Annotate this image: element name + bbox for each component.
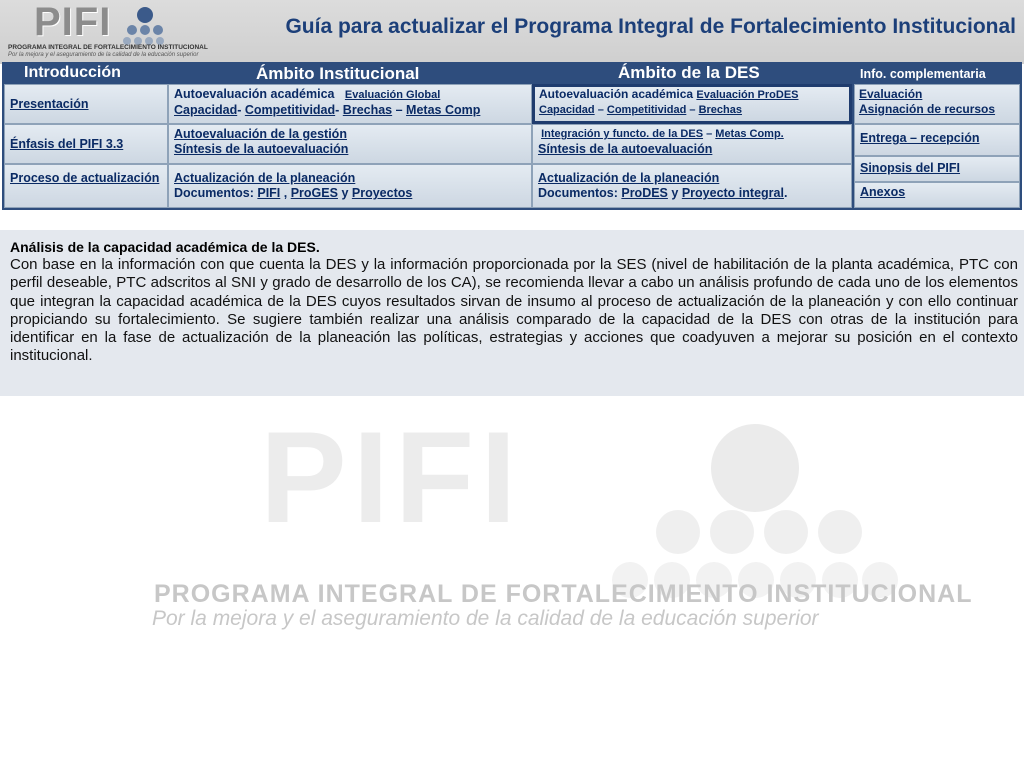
section-introduccion[interactable]: Introducción: [24, 64, 121, 81]
logo-name: PROGRAMA INTEGRAL DE FORTALECIMIENTO INSTITUCIONAL: [8, 44, 208, 51]
des-evaluacion-prodes-link[interactable]: Evaluación ProDES: [696, 89, 799, 101]
info-anexos-link[interactable]: Anexos: [860, 185, 906, 199]
des-metas-link[interactable]: Metas Comp.: [715, 128, 784, 140]
des-prodes-link[interactable]: ProDES: [621, 186, 668, 200]
info-evaluacion-link[interactable]: Evaluación: [859, 87, 923, 101]
inst-autoevaluacion-label: Autoevaluación académica: [174, 87, 335, 101]
logo-dots-icon: [122, 6, 168, 46]
des-competitividad-link[interactable]: Competitividad: [606, 104, 687, 116]
inst-proyectos-link[interactable]: Proyectos: [351, 186, 413, 200]
watermark-name: PROGRAMA INTEGRAL DE FORTALECIMIENTO INSTITUCIONAL: [154, 580, 973, 608]
content-body: Con base en la información con que cuenta la DES y la información proporcionada por la SES (nivel de habilitación de la planta académica, PTC con perfil deseable, PTC adscritos al SNI y grado de desarrollo de los CA), se recomienda llevar a cabo un análisis profundo de cada uno de los elementos que integran la capacidad académica de la DES cuyos resultados sirvan de insumo al proceso de actualización de la planeación y con ello continuar propiciando su fortalecimiento. Se sugiere también realizar una análisis comparado de la capacidad de la DES con otras de la institución para identificar en la fase de actualización de la planeación las políticas, estrategias y acciones que coadyuven a mejorar su posición en el contexto institucional.: [10, 256, 1018, 365]
nav-inst-autoevaluacion: Autoevaluación académica Evaluación Global Capacidad- Competitividad- Brechas – Metas Comp: [168, 84, 532, 124]
logo-mark: PIFI: [34, 0, 112, 44]
inst-proges-link[interactable]: ProGES: [290, 186, 338, 200]
des-y-label: y: [671, 186, 679, 200]
des-autoevaluacion-label: Autoevaluación académica: [539, 87, 694, 101]
section-ambito-des[interactable]: Ámbito de la DES: [618, 63, 760, 82]
nav-info-anexos[interactable]: [854, 182, 1020, 208]
pifi-logo: [4, 0, 208, 58]
des-brechas-link[interactable]: Brechas: [698, 104, 742, 116]
nav-des-integracion: Integración y functo. de la DES – Metas Comp. Síntesis de la autoevaluación: [532, 124, 852, 164]
des-proyecto-integral-link[interactable]: Proyecto integral: [681, 186, 784, 200]
proceso-link[interactable]: Proceso de actualización: [10, 171, 160, 185]
inst-sintesis-link[interactable]: Síntesis de la autoevaluación: [174, 142, 349, 156]
inst-capacidad-link[interactable]: Capacidad: [174, 103, 238, 117]
nav-des-planeacion: Actualización de la planeación Documentos: ProDES y Proyecto integral.: [532, 164, 852, 208]
inst-evaluacion-global-link[interactable]: Evaluación Global: [344, 89, 441, 101]
info-entrega-link[interactable]: Entrega – recepción: [860, 131, 980, 145]
des-documentos-label: Documentos:: [538, 186, 618, 200]
page-title: Guía para actualizar el Programa Integral de Fortalecimiento Institucional: [285, 15, 1016, 38]
content-panel: [0, 230, 1024, 396]
nav-enfasis[interactable]: [4, 124, 168, 164]
inst-documentos-label: Documentos:: [174, 186, 254, 200]
des-sintesis-link[interactable]: Síntesis de la autoevaluación: [538, 142, 713, 156]
des-capacidad-link[interactable]: Capacidad: [539, 104, 595, 116]
section-info-complementaria[interactable]: Info. complementaria: [860, 67, 986, 81]
navigation-grid: [2, 62, 1022, 210]
inst-pifi-link[interactable]: PIFI: [257, 186, 281, 200]
des-planeacion-link[interactable]: Actualización de la planeación: [538, 171, 720, 185]
inst-planeacion-link[interactable]: Actualización de la planeación: [174, 171, 356, 185]
section-ambito-institucional[interactable]: Ámbito Institucional: [256, 64, 420, 83]
inst-brechas-link[interactable]: Brechas: [342, 103, 393, 117]
header-bar: [0, 0, 1024, 64]
inst-competitividad-link[interactable]: Competitividad: [244, 103, 336, 117]
inst-y-label: y: [341, 186, 349, 200]
des-integracion-link[interactable]: Integración y functo. de la DES: [541, 128, 704, 140]
nav-inst-gestion: [168, 124, 532, 164]
enfasis-link[interactable]: Énfasis del PIFI 3.3: [10, 137, 124, 151]
inst-gestion-link[interactable]: Autoevaluación de la gestión: [174, 127, 347, 141]
watermark-mark: PIFI: [260, 404, 523, 550]
pifi-watermark: [150, 404, 973, 652]
presentacion-link[interactable]: Presentación: [10, 97, 89, 111]
nav-info-sinopsis[interactable]: [854, 156, 1020, 182]
content-heading: Análisis de la capacidad académica de la DES.: [10, 239, 320, 255]
nav-info-entrega[interactable]: [854, 124, 1020, 156]
logo-tagline: Por la mejora y el aseguramiento de la calidad de la educación superior: [8, 52, 199, 58]
nav-des-autoevaluacion[interactable]: Autoevaluación académica Evaluación ProDES Capacidad – Competitividad – Brechas: [532, 84, 852, 124]
inst-metas-link[interactable]: Metas Comp: [406, 103, 481, 117]
nav-proceso[interactable]: [4, 164, 168, 208]
nav-info-evaluacion: [854, 84, 1020, 124]
info-sinopsis-link[interactable]: Sinopsis del PIFI: [860, 161, 961, 175]
watermark-tagline: Por la mejora y el aseguramiento de la calidad de la educación superior: [152, 607, 819, 630]
nav-inst-planeacion: Actualización de la planeación Documentos: PIFI , ProGES y Proyectos: [168, 164, 532, 208]
info-asignacion-link[interactable]: Asignación de recursos: [859, 102, 996, 116]
nav-presentacion[interactable]: [4, 84, 168, 124]
